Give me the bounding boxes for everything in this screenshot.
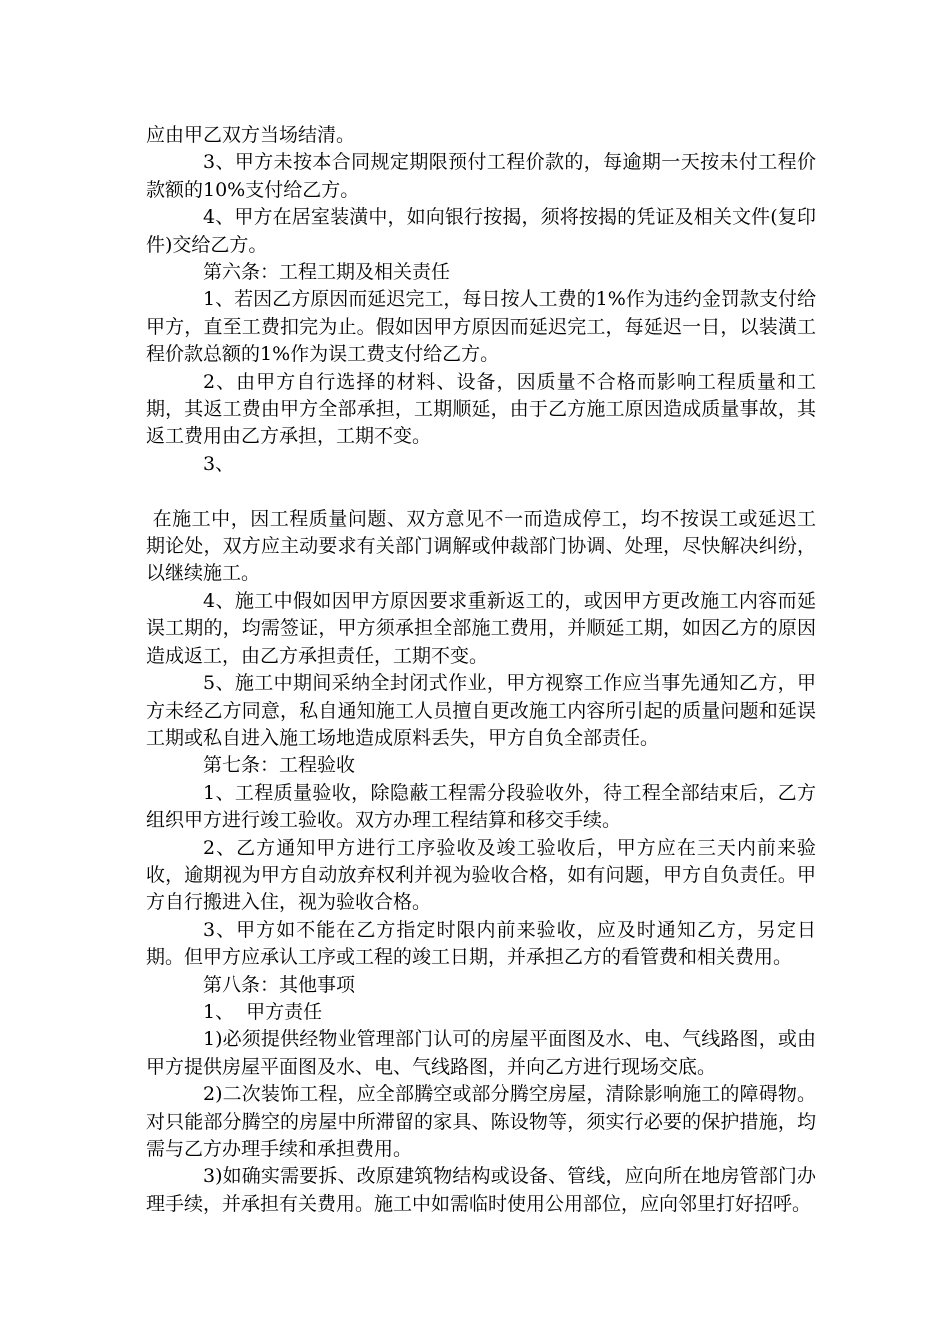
paragraph-duty-2: 2)二次装饰工程，应全部腾空或部分腾空房屋，清除影响施工的障碍物。对只能部分腾空的房屋中所滞留的家具、陈设物等，须实行必要的保护措施，均需与乙方办理手续和承担费用。 bbox=[146, 1083, 816, 1161]
paragraph-clause-6-3-text: 在施工中，因工程质量问题、双方意见不一而造成停工，均不按误工或延迟工期论处，双方应主动要求有关部门调解或仲裁部门协调、处理，尽快解决纠纷，以继续施工。 bbox=[146, 507, 816, 585]
paragraph-duty-3: 3)如确实需要拆、改原建筑物结构或设备、管线，应向所在地房管部门办理手续，并承担有关费用。施工中如需临时使用公用部位，应向邻里打好招呼。 bbox=[146, 1165, 816, 1215]
paragraph-clause-7-2: 2、乙方通知甲方进行工序验收及竣工验收后，甲方应在三天内前来验收，逾期视为甲方自动放弃权利并视为验收合格，如有问题，甲方自负责任。甲方自行搬进入住，视为验收合格。 bbox=[146, 836, 816, 914]
paragraph-clause-5-4: 4、甲方在居室装潢中，如向银行按揭，须将按揭的凭证及相关文件(复印件)交给乙方。 bbox=[146, 206, 816, 256]
blank-line bbox=[146, 478, 816, 505]
paragraph-clause-7-3: 3、甲方如不能在乙方指定时限内前来验收，应及时通知乙方，另定日期。但甲方应承认工序或工程的竣工日期，并承担乙方的看管费和相关费用。 bbox=[146, 918, 816, 969]
paragraph-clause-6-2: 2、由甲方自行选择的材料、设备，因质量不合格而影响工程质量和工期，其返工费由甲方全部承担，工期顺延，由于乙方施工原因造成质量事故，其返工费用由乙方承担，工期不变。 bbox=[146, 370, 816, 448]
section-heading-article-7: 第七条：工程验收 bbox=[203, 754, 356, 777]
section-heading-article-8: 第八条：其他事项 bbox=[203, 973, 356, 996]
paragraph-clause-6-3-number: 3、 bbox=[203, 452, 235, 475]
paragraph-clause-6-1: 1、若因乙方原因而延迟完工，每日按人工费的1%作为违约金罚款支付给甲方，直至工费扣完为止。假如因甲方原因而延迟完工，每延迟一日，以装潢工程价款总额的1%作为误工费支付给乙方。 bbox=[146, 288, 816, 366]
section-heading-article-6: 第六条：工程工期及相关责任 bbox=[203, 261, 451, 284]
paragraph-duty-1: 1)必须提供经物业管理部门认可的房屋平面图及水、电、气线路图，或由甲方提供房屋平面图及水、电、气线路图，并向乙方进行现场交底。 bbox=[146, 1028, 816, 1078]
paragraph-clause-6-5: 5、施工中期间采纳全封闭式作业，甲方视察工作应当事先通知乙方，甲方未经乙方同意，私自通知施工人员擅自更改施工内容所引起的质量问题和延误工期或私自进入施工场地造成原料丢失，甲方自负全部责任。 bbox=[146, 672, 816, 749]
subheading-party-a-duties: 1、 甲方责任 bbox=[203, 1000, 323, 1023]
paragraph-clause-6-4: 4、施工中假如因甲方原因要求重新返工的，或因甲方更改施工内容而延误工期的，均需签证，甲方须承担全部施工费用，并顺延工期，如因乙方的原因造成返工，由乙方承担责任，工期不变。 bbox=[146, 589, 816, 667]
document-body bbox=[146, 122, 816, 1218]
paragraph-clause-7-1: 1、工程质量验收，除隐蔽工程需分段验收外，待工程全部结束后，乙方组织甲方进行竣工验收。双方办理工程结算和移交手续。 bbox=[146, 781, 816, 832]
paragraph-continuation: 应由甲乙双方当场结清。 bbox=[146, 124, 356, 146]
paragraph-clause-5-3: 3、甲方未按本合同规定期限预付工程价款的，每逾期一天按未付工程价款额的10%支付给乙方。 bbox=[146, 151, 816, 201]
